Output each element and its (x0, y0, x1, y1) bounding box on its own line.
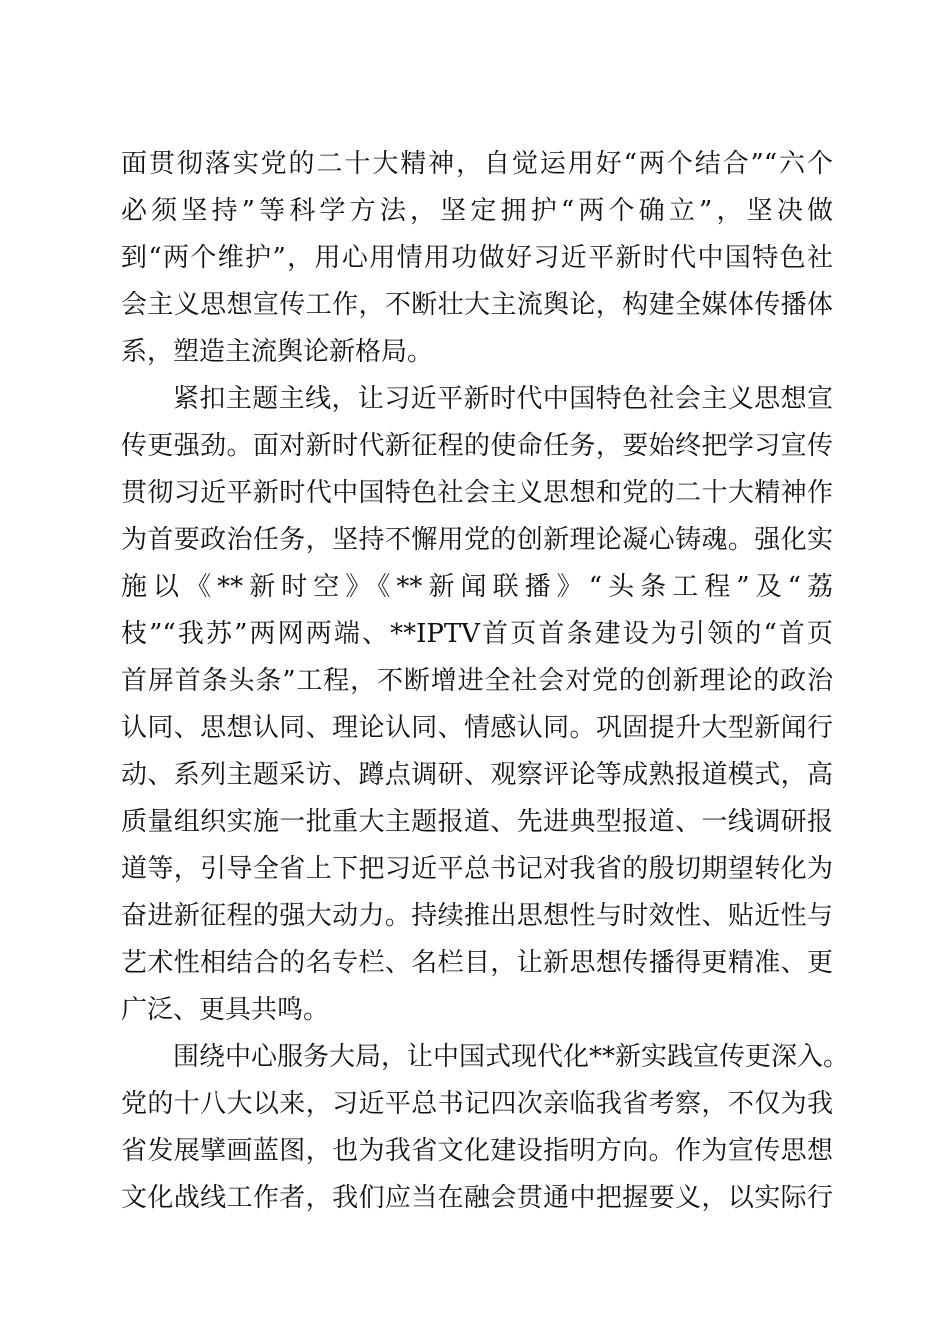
text-line: 施以《**新时空》《**新闻联播》“头条工程”及“荔 (121, 572, 833, 602)
text-line: 枝”“我苏”两网两端、**IPTV首页首条建设为引领的“首页 (121, 619, 833, 649)
text-line: 为首要政治任务，坚持不懈用党的创新理论凝心铸魂。强化实 (121, 525, 833, 555)
text-line: 艺术性相结合的名专栏、名栏目，让新思想传播得更精准、更 (121, 948, 833, 978)
text-line: 面贯彻落实党的二十大精神，自觉运用好“两个结合”“六个 (121, 149, 833, 179)
text-line: 道等，引导全省上下把习近平总书记对我省的殷切期望转化为 (121, 854, 833, 884)
text-line: 围绕中心服务大局，让中国式现代化**新实践宣传更深入。 (173, 1042, 850, 1072)
text-line: 动、系列主题采访、蹲点调研、观察评论等成熟报道模式，高 (121, 760, 833, 790)
text-line: 奋进新征程的强大动力。持续推出思想性与时效性、贴近性与 (121, 901, 833, 931)
text-line: 到“两个维护”，用心用情用功做好习近平新时代中国特色社 (121, 243, 833, 273)
document-body (121, 141, 850, 1222)
text-line: 会主义思想宣传工作，不断壮大主流舆论，构建全媒体传播体 (121, 290, 833, 320)
text-line: 质量组织实施一批重大主题报道、先进典型报道、一线调研报 (121, 807, 833, 837)
text-line: 系，塑造主流舆论新格局。 (121, 337, 434, 367)
text-line: 必须坚持”等科学方法，坚定拥护“两个确立”，坚决做 (121, 196, 833, 226)
text-line: 贯彻习近平新时代中国特色社会主义思想和党的二十大精神作 (121, 478, 833, 508)
paragraph (121, 1034, 850, 1222)
paragraph (121, 376, 833, 1034)
text-line: 文化战线工作者，我们应当在融会贯通中把握要义，以实际行 (121, 1183, 833, 1213)
text-line: 省发展擘画蓝图，也为我省文化建设指明方向。作为宣传思想 (121, 1136, 833, 1166)
paragraph (121, 141, 833, 376)
text-line: 认同、思想认同、理论认同、情感认同。巩固提升大型新闻行 (121, 713, 833, 743)
text-line: 首屏首条头条”工程，不断增进全社会对党的创新理论的政治 (121, 666, 833, 696)
text-line: 紧扣主题主线，让习近平新时代中国特色社会主义思想宣 (173, 384, 833, 414)
text-line: 党的十八大以来，习近平总书记四次亲临我省考察，不仅为我 (121, 1089, 833, 1119)
text-line: 传更强劲。面对新时代新征程的使命任务，要始终把学习宣传 (121, 431, 833, 461)
text-line: 广泛、更具共鸣。 (121, 995, 330, 1025)
